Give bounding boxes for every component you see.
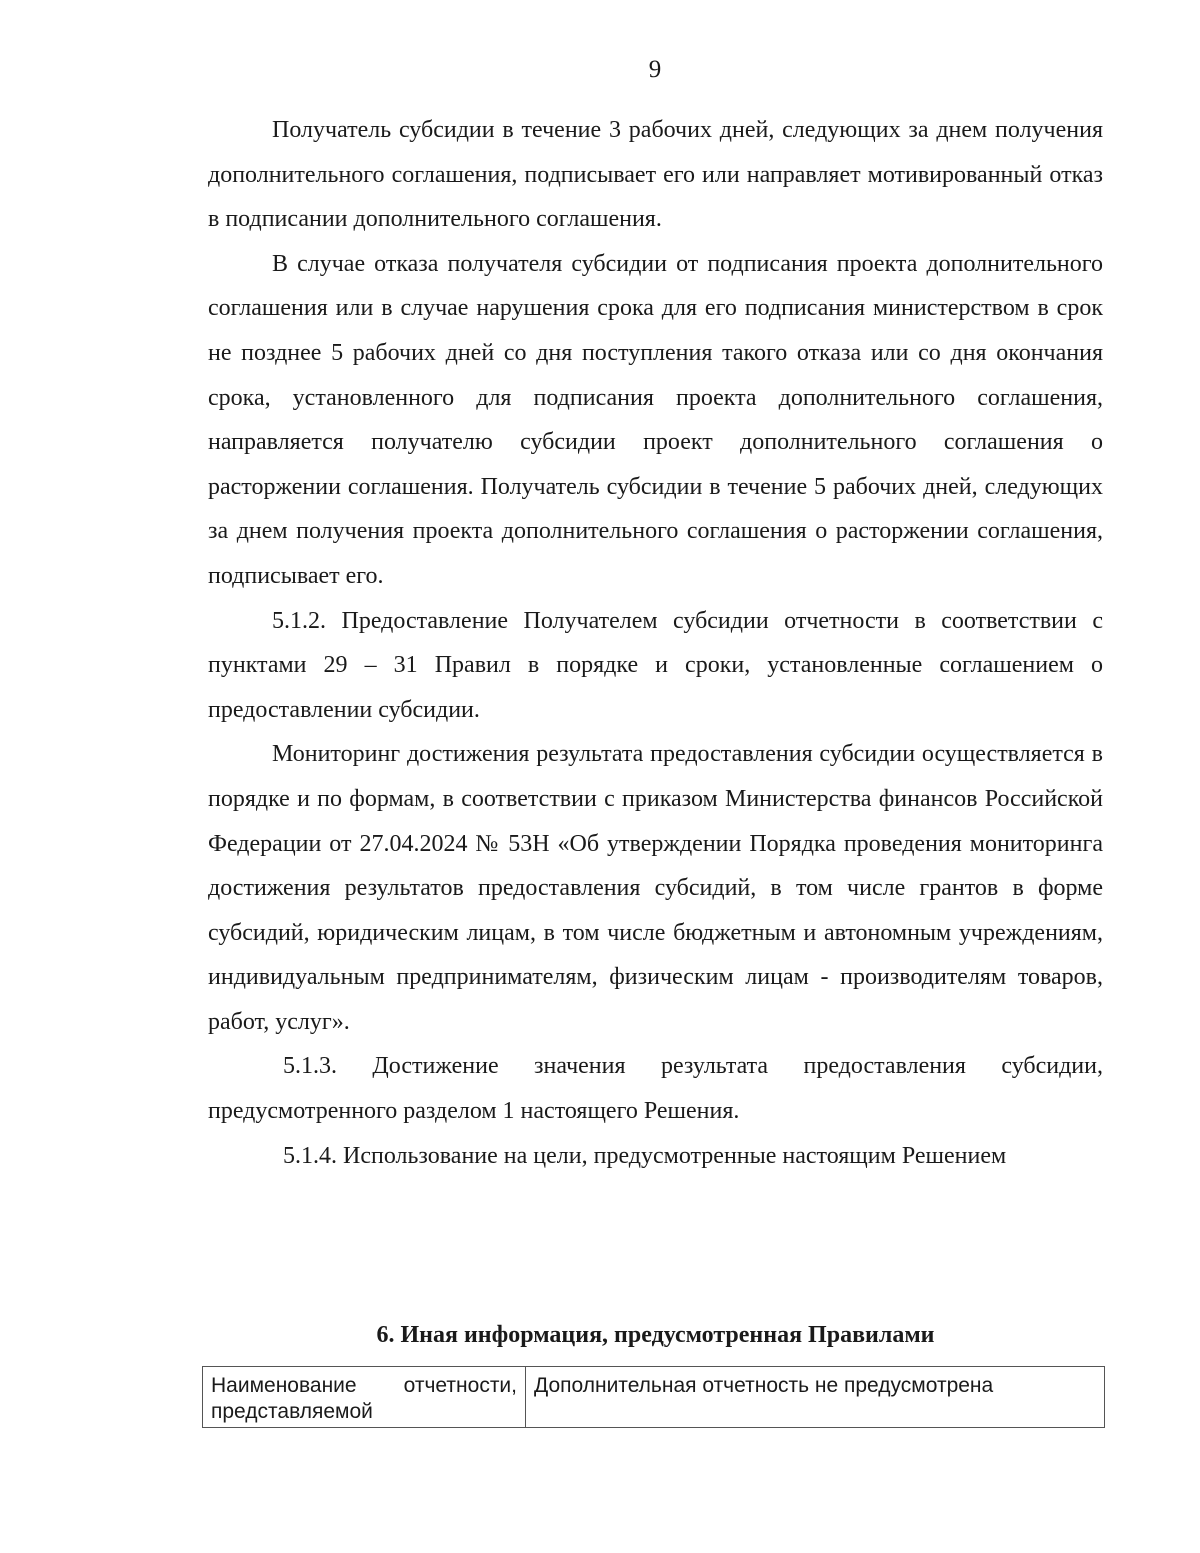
table-row	[203, 1367, 1105, 1428]
paragraph: Получатель субсидии в течение 3 рабочих дней, следующих за днем получения дополнительного соглашения, подписывает его или направляет мотивированный отказ в подписании дополнительного соглашения.	[208, 117, 1103, 233]
paragraph: 5.1.4. Использование на цели, предусмотренные настоящим Решением	[283, 1142, 1007, 1169]
table-cell-label: Наименование отчетности, представляемой	[203, 1367, 526, 1428]
paragraph: В случае отказа получателя субсидии от подписания проекта дополнительного соглашения или в случае нарушения срока для его подписания министерством в срок не позднее 5 рабочих дней со дня поступления такого отказа или со дня окончания срока, установленного для подписания проекта дополнительного соглашения, направляется получателю субсидии проект дополнительного соглашения о расторжении соглашения. Получатель субсидии в течение 5 рабочих дней, следующих за днем получения проекта дополнительного соглашения о расторжении соглашения, подписывает его.	[208, 250, 1103, 589]
paragraph: 5.1.3. Достижение значения результата предоставления субсидии, предусмотренного разделом 1 настоящего Решения.	[208, 1053, 1103, 1125]
page-number: 9	[648, 56, 662, 83]
info-table	[202, 1366, 1105, 1428]
table-cell-value: Дополнительная отчетность не предусмотрена	[526, 1367, 1105, 1428]
section-title: 6. Иная информация, предусмотренная Правилами	[376, 1322, 935, 1348]
document-body	[208, 108, 1103, 1178]
paragraph: 5.1.2. Предоставление Получателем субсидии отчетности в соответствии с пунктами 29 – 31 Правил в порядке и сроки, установленные соглашением о предоставлении субсидии.	[208, 607, 1103, 723]
paragraph: Мониторинг достижения результата предоставления субсидии осуществляется в порядке и по формам, в соответствии с приказом Министерства финансов Российской Федерации от 27.04.2024 № 53Н «Об утверждении Порядка проведения мониторинга достижения результатов предоставления субсидий, в том числе грантов в форме субсидий, юридическим лицам, в том числе бюджетным и автономным учреждениям, индивидуальным предпринимателям, физическим лицам - производителям товаров, работ, услуг».	[208, 741, 1103, 1035]
